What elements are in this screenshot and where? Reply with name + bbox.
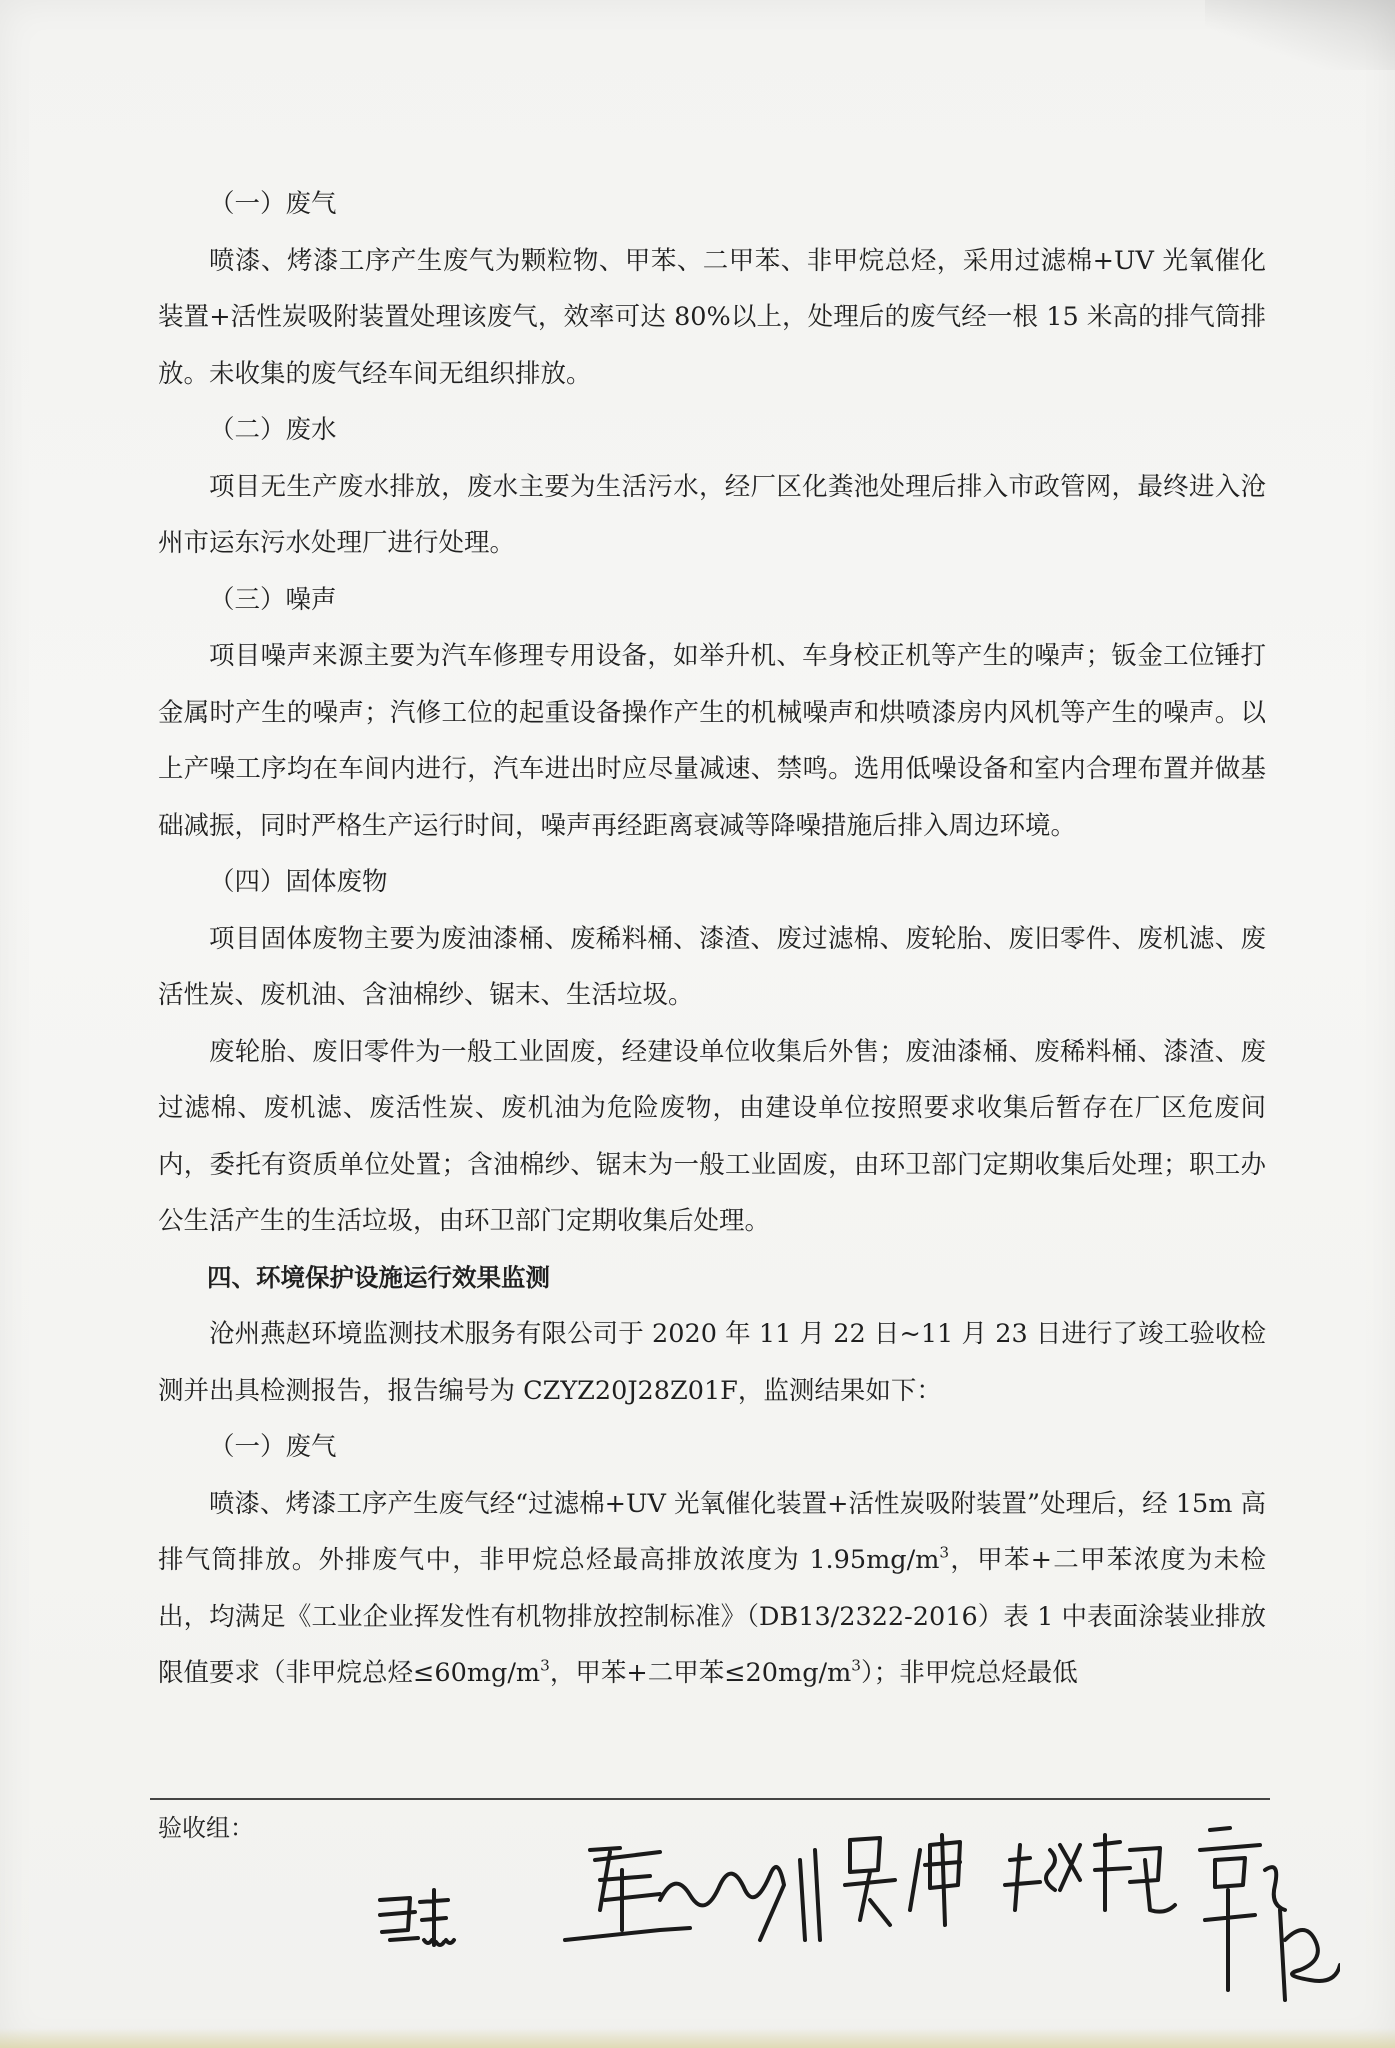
signature-1 [380,1890,454,1945]
signature-5 [1200,1828,1340,2000]
document-body [158,176,1266,1702]
acceptance-group-label: 验收组： [158,1814,254,1842]
section-list [158,176,1266,1476]
last-paragraph [158,1476,1266,1702]
last-paragraph-part-3: ，甲苯+二甲苯≤20mg/m [549,1658,852,1688]
superscript-2: 3 [540,1656,550,1675]
subsection-heading: （三）噪声 [209,584,337,615]
subsection-heading: （二）废水 [209,415,337,445]
subsection-heading: （一）废气 [209,1432,337,1462]
last-paragraph-part-1: 喷漆、烤漆工序产生废气经“过滤棉+UV 光氧催化装置+活性炭吸附装置”处理后，经 15m 高排气筒排放。外排废气中，非甲烷总烃最高排放浓度为 1.95mg/m [158,1488,1266,1575]
signature-drawing [360,1790,1340,2020]
last-paragraph-part-2: ，甲苯+二甲苯浓度为未检出，均满足《工业企业挥发性有机物排放控制标准》（DB13/2322-2016）表 1 中表面涂装业排放限值要求（非甲烷总烃≤60mg/m [158,1545,1266,1688]
signature-3 [845,1835,960,1925]
superscript-3: 3 [851,1656,862,1675]
paragraph: 项目无生产废水排放，废水主要为生活污水，经厂区化粪池处理后排入市政管网，最终进入沧州市运东污水处理厂进行处理。 [158,471,1266,558]
subsection-heading: （一）废气 [209,189,337,219]
signature-2 [565,1848,820,1940]
paragraph: 废轮胎、废旧零件为一般工业固废，经建设单位收集后外售；废油漆桶、废稀料桶、漆渣、废过滤棉、废机滤、废活性炭、废机油为危险废物，由建设单位按照要求收集后暂存在厂区危废间内，委托有资质单位处置；含油棉纱、锯末为一般工业固废，由环卫部门定期收集后处理；职工办公生活产生的生活垃圾，由环卫部门定期收集后处理。 [158,1036,1266,1236]
paragraph: 喷漆、烤漆工序产生废气为颗粒物、甲苯、二甲苯、非甲烷总烃，采用过滤棉+UV 光氧催化装置+活性炭吸附装置处理该废气，效率可达 80%以上，处理后的废气经一根 15 米高的排气筒排放。未收集的废气经车间无组织排放。 [158,245,1266,389]
signature-4 [1005,1835,1175,1912]
scan-corner-shadow [1205,0,1395,70]
paragraph: 沧州燕赵环境监测技术服务有限公司于 2020 年 11 月 22 日~11 月 23 日进行了竣工验收检测并出具检测报告，报告编号为 CZYZ20J28Z01F，监测结果如下： [158,1319,1266,1406]
paragraph: 项目噪声来源主要为汽车修理专用设备，如举升机、车身校正机等产生的噪声；钣金工位锤打金属时产生的噪声；汽修工位的起重设备操作产生的机械噪声和烘喷漆房内风机等产生的噪声。以上产噪工序均在车间内进行，汽车进出时应尽量减速、禁鸣。选用低噪设备和室内合理布置并做基础减振，同时严格生产运行时间，噪声再经距离衰减等降噪措施后排入周边环境。 [158,641,1266,841]
last-paragraph-part-4: ）；非甲烷总烃最低 [861,1658,1078,1688]
scan-bottom-edge [0,2028,1395,2048]
paragraph: 项目固体废物主要为废油漆桶、废稀料桶、漆渣、废过滤棉、废轮胎、废旧零件、废机滤、废活性炭、废机油、含油棉纱、锯末、生活垃圾。 [158,923,1266,1010]
handwritten-signatures [360,1790,1340,2020]
section-heading: 四、环境保护设施运行效果监测 [207,1262,550,1292]
subsection-heading: （四）固体废物 [209,867,388,897]
superscript-1: 3 [939,1543,950,1562]
